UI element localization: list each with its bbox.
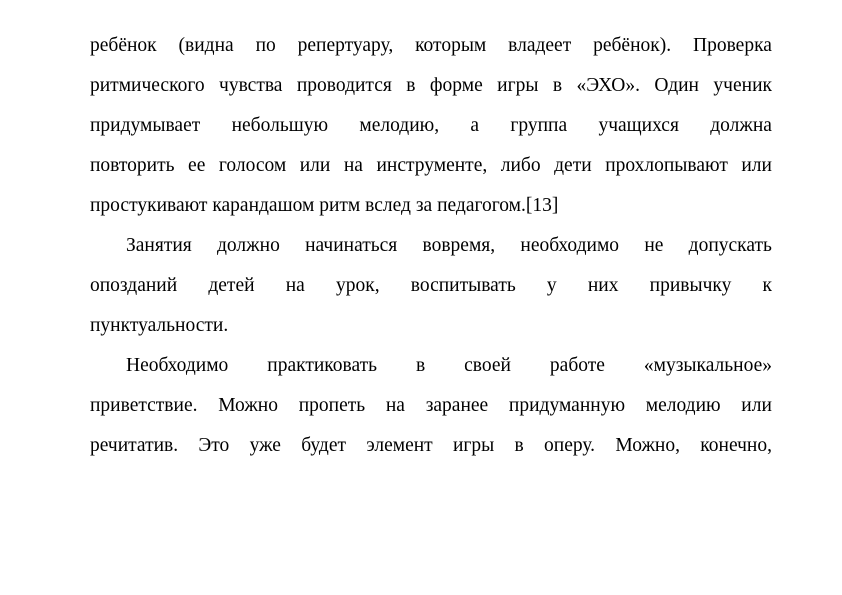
- word: речитатив.: [90, 435, 179, 456]
- word: допускать: [688, 235, 772, 256]
- word: Можно,: [615, 435, 680, 456]
- word: чувства: [219, 75, 283, 96]
- word: работе: [549, 355, 605, 376]
- word: или: [299, 155, 331, 176]
- word: мелодию,: [359, 115, 440, 136]
- word: должно: [217, 235, 280, 256]
- word: оперу.: [544, 435, 596, 456]
- word: повторить: [90, 155, 175, 176]
- word: форме: [429, 75, 483, 96]
- word: «музыкальное»: [643, 355, 772, 376]
- word: начинаться: [305, 235, 398, 256]
- word: дети: [554, 155, 592, 176]
- word: Один: [654, 75, 699, 96]
- word: или: [741, 395, 772, 416]
- word: а: [470, 115, 480, 136]
- word: урок,: [335, 275, 380, 296]
- word: своей: [464, 355, 511, 376]
- word: либо: [500, 155, 541, 176]
- word: учащихся: [598, 115, 679, 136]
- word: конечно,: [700, 435, 772, 456]
- word: в: [552, 75, 563, 96]
- word: привычку: [649, 275, 732, 296]
- word: приветствие.: [90, 395, 198, 416]
- word: Проверка: [693, 35, 772, 56]
- text-line: [90, 386, 772, 426]
- word: в: [415, 355, 426, 376]
- word: мелодию: [645, 395, 721, 416]
- text-line: [90, 146, 772, 186]
- word: не: [644, 235, 664, 256]
- word: должна: [710, 115, 772, 136]
- word: (видна: [178, 35, 234, 56]
- word: Занятия: [126, 235, 192, 256]
- word: простукивают: [90, 195, 208, 216]
- document-text: [90, 26, 772, 466]
- word: них: [587, 275, 619, 296]
- word: Это: [198, 435, 230, 456]
- word: элемент: [366, 435, 433, 456]
- word: практиковать: [267, 355, 378, 376]
- word: ритмического: [90, 75, 205, 96]
- text-line: [90, 426, 772, 466]
- word: ученик: [713, 75, 772, 96]
- text-line: [90, 26, 772, 66]
- word: воспитывать: [410, 275, 516, 296]
- word: владеет: [508, 35, 572, 56]
- word: игры: [452, 435, 495, 456]
- word: на: [343, 155, 363, 176]
- word: репертуару,: [297, 35, 394, 56]
- word: придумывает: [90, 115, 201, 136]
- word: игры: [497, 75, 539, 96]
- word: инструменте,: [376, 155, 488, 176]
- word: небольшую: [231, 115, 329, 136]
- word: педагогом.[13]: [437, 195, 559, 216]
- word: группа: [510, 115, 568, 136]
- word: опозданий: [90, 275, 178, 296]
- word: ребёнок: [90, 35, 157, 56]
- word: прохлопывают: [605, 155, 728, 176]
- word: или: [741, 155, 772, 176]
- word: на: [285, 275, 305, 296]
- word: заранее: [425, 395, 489, 416]
- text-line: [90, 66, 772, 106]
- word: «ЭХО».: [576, 75, 640, 96]
- word: за: [415, 195, 433, 216]
- word: проводится: [296, 75, 392, 96]
- text-line: [90, 106, 772, 146]
- word: будет: [301, 435, 347, 456]
- word: голосом: [218, 155, 287, 176]
- word: Необходимо: [126, 355, 229, 376]
- text-line: [90, 346, 772, 386]
- text-line: [90, 186, 772, 226]
- word: которым: [415, 35, 487, 56]
- word: карандашом: [212, 195, 315, 216]
- word: в: [406, 75, 416, 96]
- word: в: [514, 435, 524, 456]
- word: ритм: [319, 195, 361, 216]
- text-line: [90, 266, 772, 306]
- word: вслед: [365, 195, 411, 216]
- word: ее: [188, 155, 206, 176]
- word: пунктуальности.: [90, 315, 229, 336]
- word: необходимо: [520, 235, 620, 256]
- text-line: [90, 306, 772, 346]
- word: по: [255, 35, 276, 56]
- word: на: [385, 395, 405, 416]
- text-line: [90, 226, 772, 266]
- word: вовремя,: [422, 235, 496, 256]
- word: придуманную: [508, 395, 626, 416]
- word: Можно: [218, 395, 278, 416]
- word: детей: [208, 275, 255, 296]
- word: пропеть: [298, 395, 366, 416]
- word: к: [762, 275, 772, 296]
- word: уже: [249, 435, 281, 456]
- word: ребёнок).: [593, 35, 672, 56]
- word: у: [546, 275, 557, 296]
